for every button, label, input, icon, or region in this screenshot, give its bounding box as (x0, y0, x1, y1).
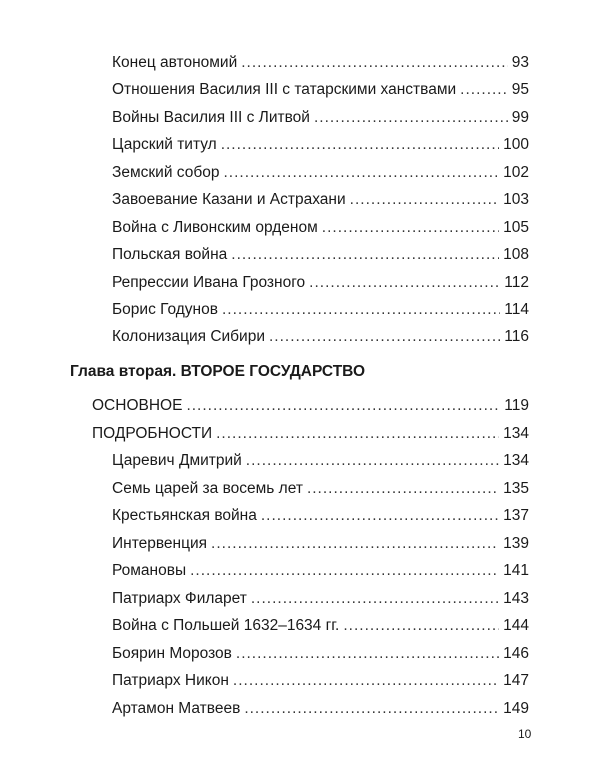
toc-section (92, 424, 529, 444)
toc-entry (112, 479, 529, 499)
dot-leader (241, 53, 508, 73)
toc-section-page: 119 (504, 397, 529, 414)
toc-entry-page: 144 (503, 617, 529, 634)
toc-entry (112, 616, 529, 636)
dot-leader (314, 108, 508, 128)
toc-entry (112, 561, 529, 581)
toc-entry (112, 534, 529, 554)
toc-entry-page: 147 (503, 672, 529, 689)
toc-entry-title: Отношения Василия III с татарскими ханствами (112, 81, 457, 98)
toc-entry-title: Патриарх Филарет (112, 590, 247, 607)
toc-entry (112, 190, 529, 210)
toc-entry (112, 644, 529, 664)
toc-entry-title: Царевич Дмитрий (112, 452, 242, 469)
toc-entry-page: 134 (503, 452, 529, 469)
toc-entry (112, 53, 529, 73)
toc-entry-page: 137 (503, 507, 529, 524)
dot-leader (309, 273, 500, 293)
toc-entry (112, 273, 529, 293)
toc-section-page: 134 (503, 425, 529, 442)
toc-entry (112, 218, 529, 238)
toc-entry-page: 135 (503, 480, 529, 497)
toc-entry-title: Патриарх Никон (112, 672, 229, 689)
toc-entry (112, 245, 529, 265)
toc-entry (112, 506, 529, 526)
toc-entry (112, 163, 529, 183)
toc-entry-page: 112 (504, 274, 529, 291)
toc-entry-title: Земский собор (112, 164, 220, 181)
dot-leader (233, 671, 499, 691)
dot-leader (236, 644, 499, 664)
toc-entry-title: Война с Ливонским орденом (112, 219, 318, 236)
dot-leader (231, 245, 499, 265)
toc-section-title: ПОДРОБНОСТИ (92, 425, 213, 442)
dot-leader (216, 424, 499, 444)
toc-entry-title: Интервенция (112, 535, 208, 552)
toc-entry-title: Романовы (112, 562, 187, 579)
dot-leader (221, 135, 499, 155)
toc-entry-title: Борис Годунов (112, 301, 218, 318)
dot-leader (251, 589, 499, 609)
dot-leader (246, 451, 499, 471)
toc-entry-title: Крестьянская война (112, 507, 257, 524)
toc-entry-page: 108 (503, 246, 529, 263)
toc-section-title: ОСНОВНОЕ (92, 397, 183, 414)
toc-entry-title: Артамон Матвеев (112, 700, 241, 717)
dot-leader (343, 616, 499, 636)
dot-leader (222, 300, 500, 320)
toc-entry-title: Семь царей за восемь лет (112, 480, 303, 497)
toc-entry (112, 108, 529, 128)
toc-entry-page: 116 (504, 328, 529, 345)
toc-entry-page: 149 (503, 700, 529, 717)
toc-entry (112, 300, 529, 320)
toc-entry-title: Царский титул (112, 136, 217, 153)
toc-section (92, 396, 529, 416)
toc-entry-page: 139 (503, 535, 529, 552)
toc-entry-page: 100 (503, 136, 529, 153)
toc-entry (112, 671, 529, 691)
toc-entry-title: Репрессии Ивана Грозного (112, 274, 306, 291)
toc-entry-page: 141 (503, 562, 529, 579)
dot-leader (307, 479, 499, 499)
toc-entry (112, 589, 529, 609)
toc-entry-page: 99 (511, 109, 529, 126)
toc-entry-page: 105 (503, 219, 529, 236)
dot-leader (322, 218, 499, 238)
toc-entry (112, 135, 529, 155)
dot-leader (350, 190, 499, 210)
page-number: 10 (518, 727, 532, 741)
dot-leader (244, 699, 499, 719)
toc-entry-page: 146 (503, 645, 529, 662)
dot-leader (261, 506, 499, 526)
dot-leader (186, 396, 500, 416)
toc-entry-title: Войны Василия III с Литвой (112, 109, 310, 126)
toc-entry-page: 93 (511, 54, 529, 71)
toc-entry-title: Польская война (112, 246, 228, 263)
toc-entry-page: 143 (503, 590, 529, 607)
toc-entry (112, 699, 529, 719)
toc-entry-title: Завоевание Казани и Астрахани (112, 191, 346, 208)
toc-entry-page: 103 (503, 191, 529, 208)
toc-entry-title: Боярин Морозов (112, 645, 232, 662)
toc-entry-page: 95 (511, 81, 529, 98)
toc-entry-title: Конец автономий (112, 54, 238, 71)
dot-leader (190, 561, 499, 581)
chapter-heading: Глава вторая. ВТОРОЕ ГОСУДАРСТВО (70, 363, 366, 380)
dot-leader (460, 80, 508, 100)
dot-leader (223, 163, 499, 183)
dot-leader (211, 534, 499, 554)
toc-entry-title: Колонизация Сибири (112, 328, 265, 345)
toc-entry (112, 80, 529, 100)
toc-entry-page: 114 (504, 301, 529, 318)
toc-entry (112, 451, 529, 471)
toc-entry (112, 327, 529, 347)
dot-leader (269, 327, 500, 347)
toc-entry-title: Война с Польшей 1632–1634 гг. (112, 617, 340, 634)
toc-entry-page: 102 (503, 164, 529, 181)
